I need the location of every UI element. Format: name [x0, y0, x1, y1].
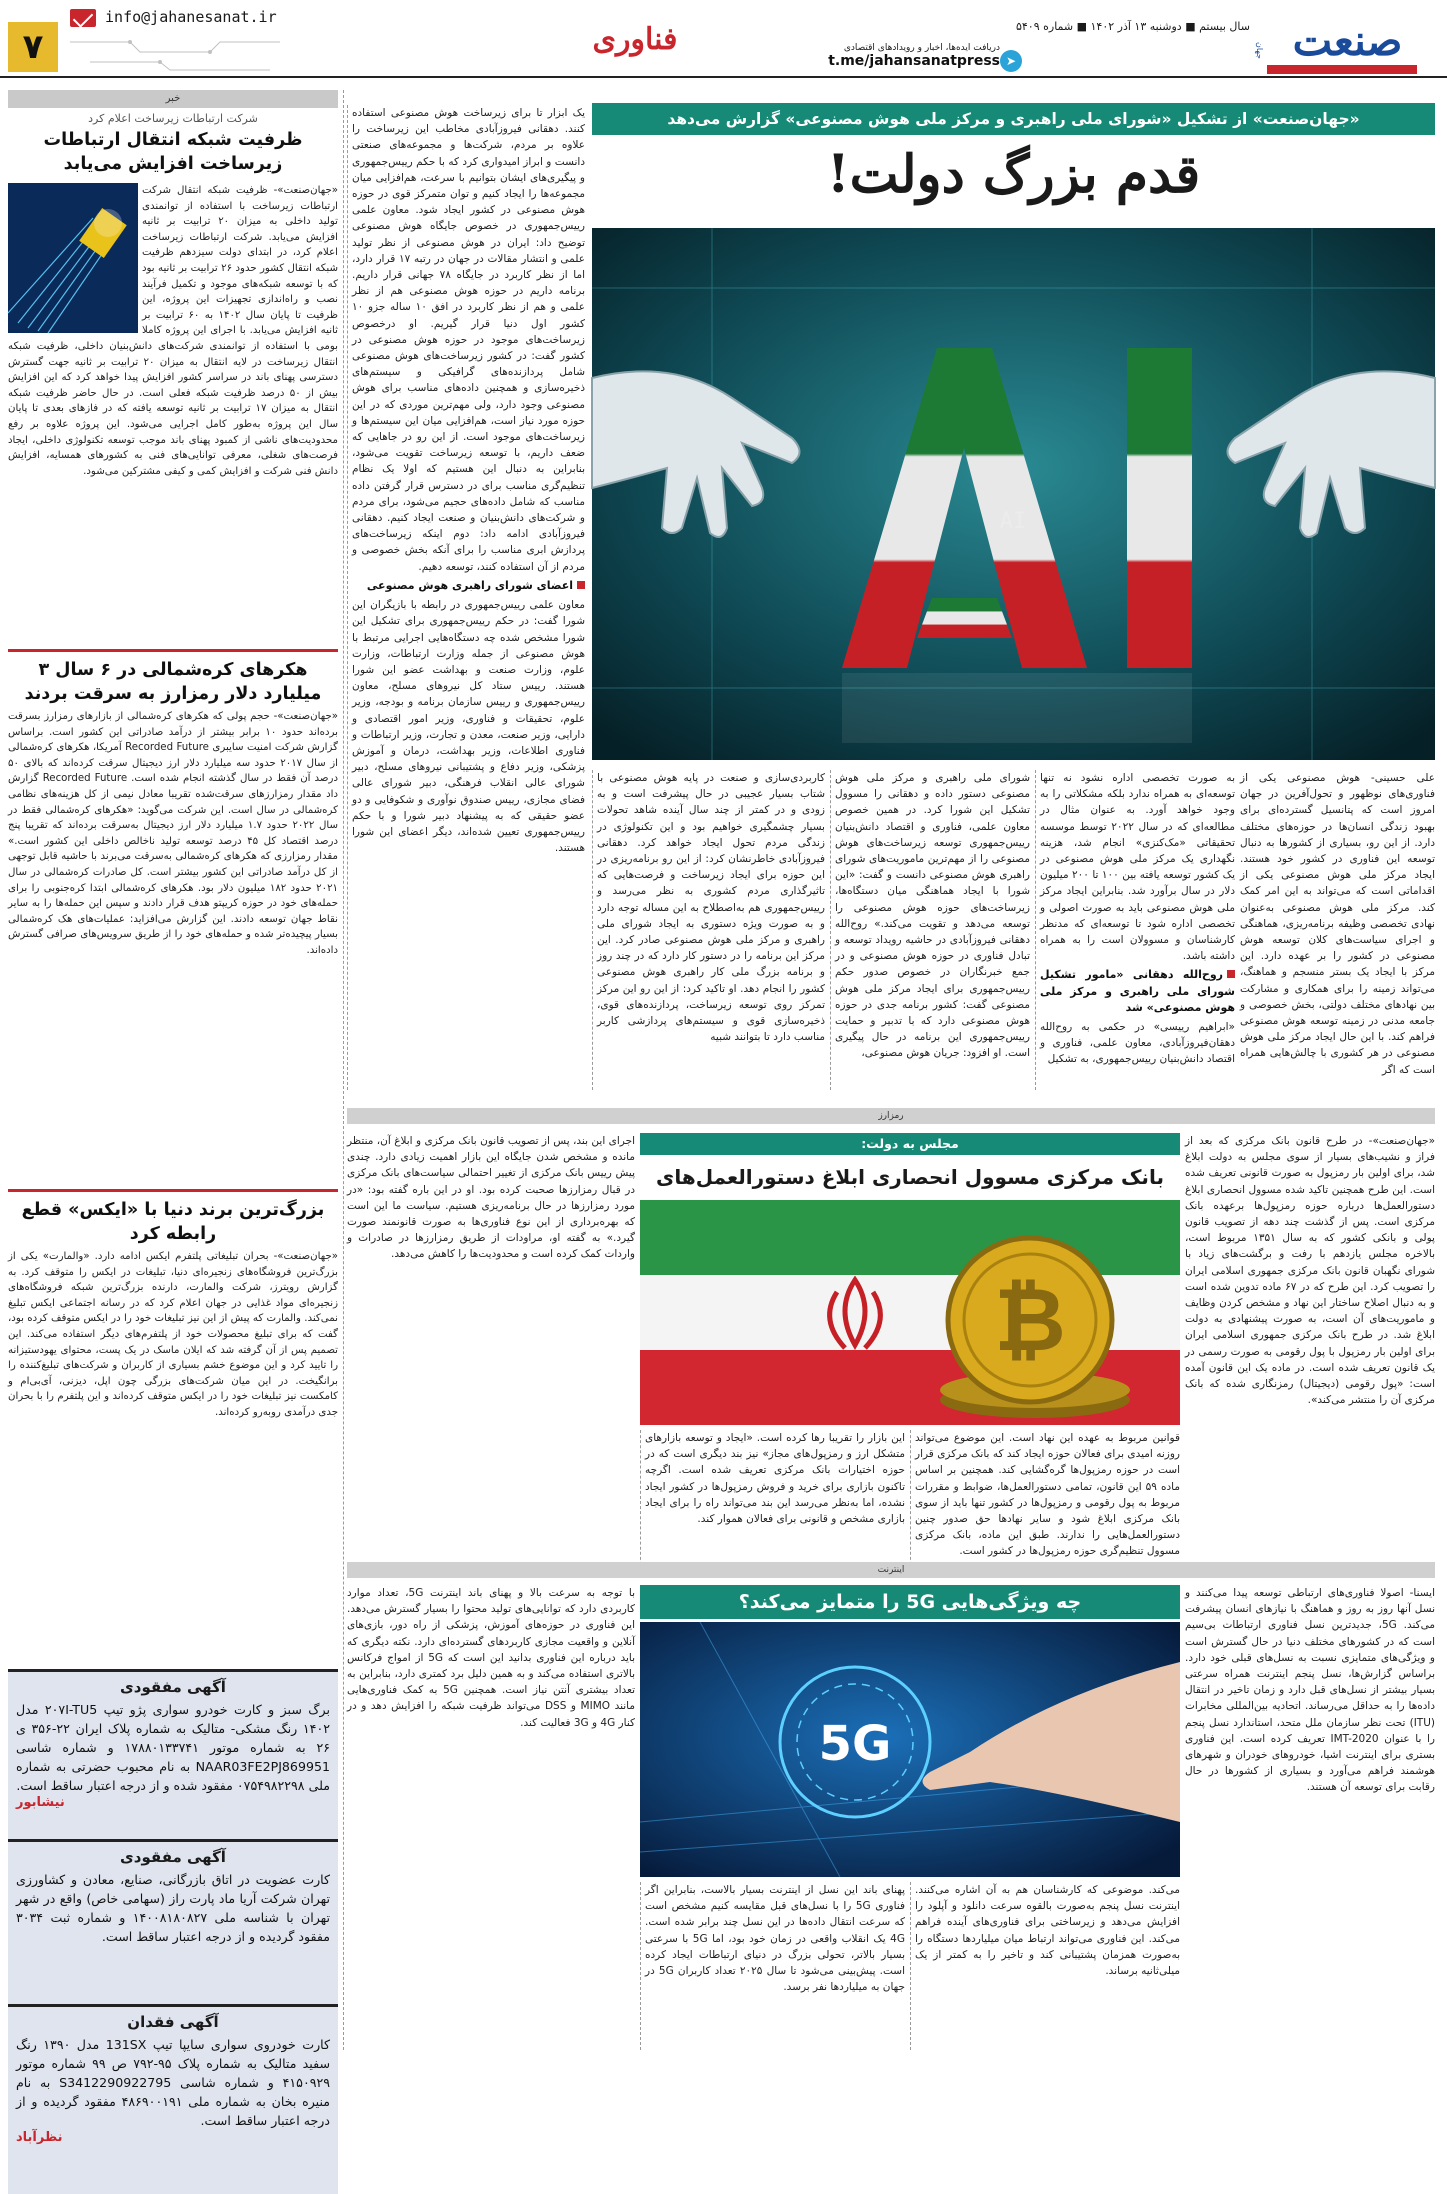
story2-text: قوانین مربوط به عهده این نهاد است. این موضوع می‌تواند روزنه امیدی برای فعالان حوزه ایجاد کند که بانک مرکزی قرار است در حوزه رمزپول‌ها گره‌گشایی کند. همچنین بر اساس ماده ۵۹ این قانون، تمامی دستورالعمل‌ها، ضوابط و مقررات مربوط به پول رقومی و رمزپول‌ها در کشور تنها باید از سوی بانک مرکزی ابلاغ شود و سایر نهادها حق صدور چنین دستورالعمل‌هایی را ندارند. طبق این ماده، بانک مرکزی مسوول تنظیم‌گری حوزه رمزپول‌ها در کشور است. — [915, 1432, 1180, 1558]
circuit-decoration-icon — [70, 32, 280, 72]
main-story-column-5 — [347, 105, 585, 1090]
story2-text: این بازار را تقریبا رها کرده است. «ایجاد و توسعه بازارهای متشکل ارز و رمزپول‌های مجاز» نیز بند دیگری است که در حوزه اختیارات بانک مرکزی تعریف شده است. اگرچه تاکنون بازاری برای خرید و فروش رمزپول‌ها در کشور ایجاد نشده، اما به‌نظر می‌رسد این بند می‌تواند راه را برای ایجاد بازاری مشخص و قانونی برای فعالان هموار کند. — [645, 1432, 905, 1526]
main-story-paragraph: کاربردی‌سازی و صنعت در پایه هوش مصنوعی با شتاب بسیار عجیبی در حال پیشرفت است و به زودی و در کمتر از چند سال آینده شاهد تحولات بسیار چشمگیری خواهیم بود و این تکنولوژی در زندگی مردم تحول ایجاد خواهد کرد. دهقانی فیروزآبادی خاطرنشان کرد: از این رو برنامه‌ریزی در این حوزه برای ایجاد زیرساخت و فرصت‌هایی که تاثیرگذاری مردم کشوری به نظر می‌رسد و رییس‌جمهوری هم به‌اصطلاح به این مساله توجه دارد و به صورت ویژه دستوری به ایجاد شورای ملی راهبری و مرکز ملی هوش مصنوعی صادر کرد. این مرکز این برنامه را در دستور کار دارد که در چند روز و برنامه بزرگ ملی کار راهبری هوش مصنوعی کشور را انجام دهد. او تاکید کرد: از این رو این مرکز تمرکز روی توسعه زیرساخت، پردازنده‌های قوی، ذخیره‌سازی قوی و سیستم‌های پردازشی کاربر مناسب دارد تا بتوانند شبیه — [597, 772, 825, 1044]
sidebar-story1-title[interactable]: ظرفیت شبکه انتقال ارتباطات زیرساخت افزایش می‌یابد — [43, 130, 303, 174]
divider — [8, 649, 338, 652]
sidebar-story1 — [8, 179, 338, 649]
classified-ad-3 — [8, 2004, 338, 2194]
left-sidebar — [8, 90, 339, 2145]
story2-column-2 — [910, 1430, 1180, 1570]
sidebar-story3-text: «جهان‌صنعت»- بحران تبلیغاتی پلتفرم ایکس ادامه دارد. «والمارت» یکی از بزرگ‌ترین فروشگاه‌های زنجیره‌ای دنیا، تبلیغات در ایکس را متوقف کرد. به گزارش رویترز، شرکت والمارت، دارنده بزرگ‌ترین شبکه فروشگاه‌های زنجیره‌ای مواد غذایی در جهان اعلام کرد که در رسانه اجتماعی ایکس تبلیغ نمی‌کند. والمارت که پیش از این نیز تبلیغات خود را در ایکس متوقف کرده بود، گفت که برای تبلیغ محصولات خود از پلتفرم‌های دیگر استفاده می‌کند. این تصمیم پس از آن گرفته شد که ایلان ماسک در یک پست، محتوای یهودستیزانه را تایید کرد و این موضوع خشم بسیاری از کاربران و شرکت‌های تبلیغ‌کننده را برانگیخت. در این میان شرکت‌های بزرگی چون اپل، دیزنی، آی‌بی‌ام و کامکست نیز تبلیغات خود را در ایکس متوقف کرده‌اند و این پلتفرم را با بحران جدی درآمدی روبه‌رو کرده‌اند. — [8, 1251, 338, 1418]
telegram-link[interactable]: t.me/jahansanatpress — [828, 53, 1000, 69]
story3-text: می‌کند. موضوعی که کارشناسان هم به آن اشاره می‌کنند. اینترنت نسل پنجم به‌صورت بالقوه سرعت دانلود و آپلود را افزایش می‌دهد و زیرساختی برای فناوری‌های آینده فراهم می‌کند. این فناوری می‌تواند ارتباط میان میلیاردها دستگاه را به‌صورت همزمان پشتیبانی کند و تاخیر را به کمتر از یک میلی‌ثانیه برساند. — [915, 1884, 1180, 1978]
ad-text: برگ سبز و کارت خودرو سواری پژو تیپ ۲۰۷I-TU5 مدل ۱۴۰۲ رنگ مشکی- متالیک به شماره پلاک ایران ۲۲-۳۵۶ ی ۲۶ به شماره موتور ۱۷۸۸۰۱۳۳۷۴۱ و شماره شاسی NAAR03FE2PJ869951 به نام محبوب حضرتی به شماره ملی ۰۷۵۴۹۸۲۲۹۸ مفقود شده و از درجه اعتبار ساقط است. — [16, 1702, 331, 1793]
story2-column-3 — [640, 1430, 905, 1570]
main-story-paragraph: علی حسینی- هوش مصنوعی یکی از فناوری‌های نوظهور و تحول‌آفرین در جهان امروز است که پتانسیل گسترده‌ای برای بهبود زندگی انسان‌ها در حوزه‌های مختلف دارد. از این رو، بسیاری از کشورها به دنبال توسعه این فناوری در کشور خود هستند. ایجاد مرکز ملی هوش مصنوعی یکی از اقداماتی است که می‌تواند به این امر کمک کند. مرکز ملی هوش مصنوعی به‌عنوان نهادی تخصصی وظیفه برنامه‌ریزی، هماهنگی و اجرای سیاست‌های کلان توسعه هوش مصنوعی در کشور را بر عهده دارد. این مرکز با ایجاد یک بستر منسجم و هماهنگ، می‌تواند زمینه را برای همکاری و مشارکت بین نهادهای مختلف دولتی، بخش خصوصی و جامعه مدنی در زمینه توسعه هوش مصنوعی فراهم کند. با این حال ایجاد مرکز ملی هوش مصنوعی در هر کشوری با چالش‌هایی همراه است که اگر — [1240, 772, 1435, 1076]
story2-text: «جهان‌صنعت»- در طرح قانون بانک مرکزی که بعد از فراز و نشیب‌های بسیار از سوی مجلس به دولت ابلاغ شد، برای اولین بار رمزپول به صورت قانونی تعریف شده است. این طرح همچنین تاکید شده مسوول انحصاری ابلاغ دستورالعمل‌ها درباره حوزه رمزپول‌ها برعهده بانک مرکزی است. پس از گذشت چند دهه از تصویب قانون پولی و بانکی کشور که به سال ۱۳۵۱ مربوط است، بالاخره مجلس یازدهم با رفت و برگشت‌های زیاد با شورای نگهبان قانون بانک مرکزی جمهوری اسلامی ایران را تصویب کرد. این طرح که در ۶۷ ماده تدوین شده است و به دنبال اصلاح ساختار این نهاد و مشخص کردن وظایف و ماموریت‌های آن است، به صورت پیشنهادی به دولت ابلاغ شد. در طرح بانک مرکزی جمهوری اسلامی ایران برای اولین بار رمزپول با پول رقومی به صورت رسمی در یک قانون تعریف شده است. در ماده یک این قانون آمده است: «پول رقومی (دیجیتال) رمزنگاری شده که بانک مرکزی آن را منتشر می‌کند». — [1185, 1135, 1435, 1407]
page-number: ۷ — [8, 22, 58, 72]
main-story-subhead — [352, 578, 585, 594]
divider — [8, 1189, 338, 1192]
ad-title: آگهی فقدان — [127, 2013, 219, 2031]
story2-kicker: مجلس به دولت: — [640, 1133, 1180, 1155]
main-story-column-3 — [830, 770, 1030, 1090]
main-story-column-1 — [1240, 770, 1435, 1090]
subhead-text: اعضای شورای راهبری هوش مصنوعی — [366, 578, 573, 592]
ad-title: آگهی مفقودی — [120, 1678, 226, 1696]
subhead-text: روح‌الله دهقانی «مامور تشکیل شورای ملی راهبری و مرکز ملی هوش مصنوعی» شد — [1040, 968, 1235, 1014]
image-float-spacer — [8, 183, 142, 333]
story3-column-3 — [640, 1882, 905, 2050]
logo-text: صنعت — [1292, 16, 1403, 65]
classified-ad-2 — [8, 1839, 338, 2004]
sidebar-story2-body — [8, 709, 338, 1189]
ad-city: نیشابور — [16, 1795, 65, 1810]
ai-hero-image — [592, 228, 1435, 760]
story2-section-label: رمزارز — [347, 1108, 1435, 1124]
main-story-paragraph: شورای ملی راهبری و مرکز ملی هوش مصنوعی دستور داده و دهقانی را مسوول تشکیل این شورا کرد. در همین خصوص معاون علمی، فناوری و اقتصاد دانش‌بنیان رییس‌جمهوری توسعه زیرساخت‌های هوش مصنوعی را از مهم‌ترین ماموریت‌های شورای راهبری هوش مصنوعی دانست و گفت: «این شورا با ایجاد هماهنگی میان دستگاه‌ها، زیرساخت‌های حوزه هوش مصنوعی را توسعه می‌دهد و تقویت می‌کند.» روح‌الله دهقانی فیروزآبادی در حاشیه رویداد توسعه و تبادل فناوری در حوزه هوش مصنوعی و در جمع خبرنگاران در خصوص صدور حکم رییس‌جمهوری برای ایجاد مرکز ملی هوش مصنوعی گفت: کشور برنامه جدی در حوزه هوش مصنوعی دارد که با تدبیر و حمایت رییس‌جمهوری این برنامه در حال پیگیری است. او افزود: جریان هوش مصنوعی، — [835, 772, 1030, 1060]
main-story-column-4 — [592, 770, 825, 1090]
main-story-headline[interactable]: قدم بزرگ دولت! — [826, 144, 1201, 205]
main-story-subhead — [1040, 967, 1235, 1016]
story2-headline[interactable]: بانک مرکزی مسوول انحصاری ابلاغ دستورالعمل‌های — [656, 1165, 1164, 1189]
story2-column-1 — [1185, 1133, 1435, 1573]
ad-title: آگهی مفقودی — [120, 1848, 226, 1866]
issue-info: سال بیستم ■ دوشنبه ۱۳ آذر ۱۴۰۲ ■ شماره ۵۴۰۹ — [1015, 20, 1250, 33]
logo-subtitle: جهان — [1255, 42, 1264, 59]
column-divider — [343, 90, 344, 2050]
story3-text: پهنای باند این نسل از اینترنت بسیار بالاست، بنابراین اگر فناوری 5G را با نسل‌های قبل مقایسه کنیم مشخص است که سرعت انتقال داده‌ها در این نسل چند برابر شده است. 4G یک انقلاب واقعی در زمان خود بود، اما 5G با سرعتی بسیار بالاتر، تحولی بزرگ در دنیای ارتباطات ایجاد کرده است. پیش‌بینی می‌شود تا سال ۲۰۲۵ تعداد کاربران 5G در جهان به میلیاردها نفر برسد. — [645, 1884, 906, 1994]
logo-bar — [1267, 65, 1417, 74]
sidebar-tag: خبر — [8, 90, 338, 108]
main-story-paragraph: یک ابزار تا برای زیرساخت هوش مصنوعی استفاده کنند. دهقانی فیروزآبادی مخاطب این زیرساخت را علاوه بر مردم، شرکت‌ها و مجموعه‌های صنعتی دانست و ابراز امیدواری کرد که با حکم رییس‌جمهوری و پیگیری‌های ایشان بتوانیم با سرعت، هم‌افزایی میان مجموعه‌ها را ایجاد کنیم و توان متمرکز قوی در حوزه هوش مصنوعی در کشور ایجاد شود. معاون علمی رییس‌جمهوری در خصوص جایگاه هوش مصنوعی توضیح داد: ایران در هوش مصنوعی از نظر تولید علمی و انتشار مقالات در جهان در رتبه ۱۷ قرار دارد، اما از نظر کاربرد در جایگاه ۷۸ جهانی قرار داریم. برنامه داریم در حوزه هوش مصنوعی هم از نظر علمی و هم از نظر کاربرد در افق ۱۰ ساله جزو ۱۰ کشور اول دنیا قرار گیریم. او درخصوص زیرساخت‌های موجود در حوزه هوش مصنوعی در کشور گفت: در کشور زیرساخت‌های هوش مصنوعی شامل پردازنده‌های گرافیکی و سیستم‌های ذخیره‌سازی و همچنین داده‌های مناسب برای هوش مصنوعی وجود دارد، ولی مهم‌ترین موردی که در این حوزه مورد نیاز است، هم‌افزایی میان این سیستم‌ها و زیرساخت‌های موجود است. از این رو در جاهایی که ضعف داریم، با توسعه زیرساخت تقویت می‌شود، بنابراین به دنبال این هستیم که اولا یک نظام تنظیم‌گری مناسب برای در دسترس قرار گرفتن داده مناسب که شامل داده‌های حجیم می‌شود، برای مردم و شرکت‌های دانش‌بنیان و صنعت ایجاد کنیم. دهقانی فیروزآبادی ادامه داد: دوم اینکه زیرساخت‌های پردازش ابری مناسب را برای آنکه بخش خصوصی و مردم از آن استفاده کنند، توسعه دهیم. — [352, 107, 585, 573]
5g-hand-image — [640, 1622, 1180, 1877]
bullet-icon — [1227, 970, 1235, 978]
story3-column-4 — [347, 1585, 635, 2050]
sidebar-story3-title[interactable]: بزرگ‌ترین برند دنیا با «ایکس» قطع رابطه کرد — [21, 1200, 325, 1244]
sidebar-story3-body — [8, 1249, 338, 1669]
section-title: فناوری — [592, 22, 678, 57]
main-story-paragraph: به صورت تخصصی اداره نشود نه تنها توسعه‌ای به همراه ندارد بلکه مشکلاتی را به وجود خواهد آورد. به عنوان مثال در مطالعه‌ای که در سال ۲۰۲۲ توسط موسسه تحقیقاتی «مک‌کنزی» انجام شد، هزینه نگهداری یک مرکز ملی هوش مصنوعی در یک کشور توسعه یافته بین ۱۰۰ تا ۲۰۰ میلیون دلار در سال برآورد شد. بنابراین ایجاد مرکز ملی هوش مصنوعی باید به صورت اصولی و تخصصی اداره شود تا توسعه‌ای که مدنظر کارشناسان و مسوولان است را به همراه داشته باشد. — [1040, 772, 1235, 963]
ai-image-label: AI — [999, 509, 1027, 534]
story3-text: با توجه به سرعت بالا و پهنای باند اینترنت 5G، تعداد موارد کاربردی دارد که توانایی‌های تولید محتوا را بسیار گسترش می‌دهد. این فناوری در حوزه‌های آموزش، پزشکی از راه دور، بازی‌های آنلاین و واقعیت مجازی کاربردهای گسترده‌ای دارد. نکته دیگری که باید درباره این فناوری بدانید این است که 5G از امواج فرکانس بالاتری استفاده می‌کند و به همین دلیل برد کمتری دارد، بنابراین به تعداد بیشتری آنتن نیاز است. همچنین 5G به کمک فناوری‌هایی مانند MIMO و DSS می‌تواند ظرفیت شبکه را افزایش دهد و در کنار 4G و 3G فعالیت کند. — [347, 1587, 636, 1729]
ad-text: کارت عضویت در اتاق بازرگانی، صنایع، معادن و کشاورزی تهران شرکت آریا ماد پارت راز (سهامی خاص) واقع در شهر تهران با شناسه ملی ۱۴۰۰۸۱۸۰۸۲۷ و شماره ثبت ۳۰۳۴ مفقود گردیده و از درجه اعتبار ساقط است. — [16, 1872, 330, 1944]
sidebar-story1-text: «جهان‌صنعت»- ظرفیت شبکه انتقال شرکت ارتباطات زیرساخت با استفاده از توانمندی تولید داخلی به میزان ۲۰ ترابیت بر ثانیه افزایش می‌یابد. شرکت ارتباطات زیرساخت اعلام کرد، در ابتدای دولت سیزدهم ظرفیت شبکه انتقال کشور حدود ۲۶ ترابیت بر ثانیه بود که با توسعه شبکه‌های موجود و تکمیل فرآیند نصب و راه‌اندازی تجهیزات این پروژه، این ظرفیت تا پایان سال ۱۴۰۲ به ۶۰ ترابیت بر ثانیه افزایش می‌یابد. با اجرای این پروژه کاملا بومی با استفاده از توانمندی شرکت‌های دانش‌بنیان داخلی، ظرفیت شبکه انتقال زیرساخت در لایه انتقال به میزان ۲۰ ترابیت بر ثانیه جهت گسترش دسترسی پهنای باند در سراسر کشور افزایش پیدا خواهد کرد که این افزایش بیش از ۵۰ درصد ظرفیت شبکه فعلی است. در حال حاضر ظرفیت شبکه انتقال به میزان ۱۷ ترابیت بر ثانیه توسعه یافته که در فازهای بعدی تا پایان سال این پروژه به‌طور کامل اجرایی می‌شود. این پروژه علاوه بر رفع محدودیت‌های ناشی از کمبود پهنای باند موجب توسعه تکنولوژی داخلی، ایجاد فرصت‌های شغلی، معرفی توانایی‌های فنی به کشورهای همسایه، افزایش دانش فنی شرکت و افزایش کمی و کیفی مشترکین می‌شود. — [8, 185, 339, 477]
svg-text:₿: ₿ — [994, 1268, 1066, 1371]
story3-column-2 — [910, 1882, 1180, 2050]
story3-headline[interactable]: چه ویژگی‌هایی 5G را متمایز می‌کند؟ — [640, 1585, 1180, 1619]
telegram-promo[interactable] — [790, 42, 1000, 78]
story3-section-label: اینترنت — [347, 1562, 1435, 1578]
mail-icon — [70, 9, 96, 27]
main-story-kicker: «جهان‌صنعت» از تشکیل «شورای ملی راهبری و مرکز ملی هوش مصنوعی» گزارش می‌دهد — [592, 103, 1435, 135]
telegram-caption: دریافت ایده‌ها، اخبار و رویدادهای اقتصادی — [843, 43, 1000, 53]
story2-column-4 — [347, 1133, 635, 1573]
newspaper-logo[interactable] — [1255, 12, 1440, 74]
email-contact[interactable] — [70, 8, 340, 30]
sidebar-story2-text: «جهان‌صنعت»- حجم پولی که هکرهای کره‌شمالی از بازارهای رمزارز بسرقت برده‌اند حدود ۱۰ برابر بیشتر از درآمد صادراتی این کشور است. براساس گزارش شرکت امنیت سایبری Recorded Future آمریکا، هکرهای کره‌شمالی از سال ۲۰۱۷ حدود سه میلیارد دلار ارز دیجیتال سرقت کرده‌اند که بالای ۵۰ درصد آن فقط در سال گذشته انجام شده است. Recorded Future گزارش داد مقدار رمزارزهای سرقت‌شده تقریبا معادل نیمی از کل هزینه‌های نظامی کره‌شمالی در سال است. این شرکت می‌گوید: «هکرهای کره‌شمالی فقط در سال ۲۰۲۲ حدود ۱.۷ میلیارد دلار ارز دیجیتال به‌سرقت برده‌اند که تقریبا پنج درصد اقتصاد کل ۴۵ درصد توسعه تولید ناخالص داخلی این کشور است.» مقدار رمزارزی که هکرهای کره‌شمالی به‌سرقت می‌برند با حاشیه قابل توجهی از کل درآمد صادراتی این کشور بیشتر است. کل صادرات کره‌شمالی در سال ۲۰۲۱ حدود ۱۸۲ میلیون دلار بود. هکرهای کره‌شمالی ابتدا کره‌جنوبی را برای حمله‌های خود در حوزه کریپتو هدف قرار دادند و سپس این حمله‌ها را به سایر نقاط جهان توسعه دادند. این گزارش می‌افزاید: عملیات‌های هک کره‌شمالی بسیار پیچیده‌تر شده و حمله‌های خود را از طریق سرویس‌های صرافی گسترش داده‌اند. — [8, 711, 339, 956]
main-story-paragraph: «ابراهیم رییسی» در حکمی به روح‌الله دهقان‌فیروزآبادی، معاون علمی، فناوری و اقتصاد دانش‌بنیان رییس‌جمهوری، به تشکیل — [1040, 1021, 1235, 1066]
classified-ad-1 — [8, 1669, 338, 1839]
sidebar-story1-kicker: شرکت ارتباطات زیرساخت اعلام کرد — [88, 112, 258, 125]
ad-text: کارت خودروی سواری سایپا تیپ 131SX مدل ۱۳۹۰ رنگ سفید متالیک به شماره پلاک ۹۵-۷۹۲ ص ۹۹ شماره موتور ۴۱۵۰۹۲۹ و شماره شاسی S3412290922795 به نام منیره بخان به شماره ملی ۴۸۶۹۰۰۱۹۱ مفقود گردیده و از درجه اعتبار ساقط است. — [16, 2037, 331, 2128]
main-story-paragraph: معاون علمی رییس‌جمهوری در رابطه با بازیگران این شورا گفت: در حکم رییس‌جمهوری برای تشکیل این شورا مشخص شده چه دستگاه‌هایی اجرایی مرتبط با هوش مصنوعی از جمله وزارت ارتباطات، وزارت علوم، وزارت صنعت و بهداشت عضو این شورا هستند. رییس ستاد کل نیروهای مسلح، معاون رییس‌جمهوری و رییس سازمان برنامه و بودجه، وزیر علوم، تحقیقات و فناوری، وزیر امور اقتصادی و دارایی، وزیر صنعت، معدن و تجارت، وزیر ارتباطات و فناوری اطلاعات، وزیر بهداشت، درمان و آموزش پزشکی، وزیر دفاع و پشتیبانی نیروهای مسلح، دبیر شورای عالی انقلاب فرهنگی، دبیر شورای عالی فضای مجازی، رییس صندوق نوآوری و شکوفایی و دو عضو حقیقی که به پیشنهاد دبیر شورا و با حکم رییس‌جمهوری تعیین شده‌اند، دیگر اعضای این شورا هستند. — [352, 599, 585, 855]
story3-text: ایسنا- اصولا فناوری‌های ارتباطی توسعه پیدا می‌کنند و نسل آنها روز به روز و هماهنگ با نیازهای انسان پیشرفت می‌کند. 5G، جدیدترین نسل فناوری ارتباطات بی‌سیم است که در کشورهای مختلف دنیا در حال گسترش است و ویژگی‌های متمایزی نسبت به نسل‌های قبلی خود دارد. براساس گزارش‌ها، نسل پنجم اینترنت همراه سرعتی بسیار بیشتر از نسل‌های قبل دارد و زمان تاخیر در انتقال داده‌ها را به حداقل می‌رساند. اتحادیه بین‌المللی مخابرات (ITU) تحت نظر سازمان ملل متحد، استاندارد نسل پنجم را با عنوان IMT-2020 تعریف کرده است. این فناوری بستری برای اینترنت اشیا، خودروهای خودران و شهرهای هوشمند فراهم می‌آورد و بسیاری از کشورها در حال رقابت برای توسعه آن هستند. — [1185, 1587, 1436, 1794]
sidebar-story2-title[interactable]: هکرهای کره‌شمالی در ۶ سال ۳ میلیارد دلار رمزارز به سرقت بردند — [24, 660, 322, 704]
telegram-icon[interactable]: ➤ — [1000, 50, 1022, 72]
story2-text: اجرای این بند، پس از تصویب قانون بانک مرکزی و ابلاغ آن، منتظر مانده و مشخص شدن جایگاه این بازار اهمیت زیادی دارد. چندی پیش رییس بانک مرکزی از تغییر احتمالی سیاست‌های بانک مرکزی در قبال رمزارزها صحبت کرده بود. او در این باره گفته بود: «در مورد رمزارزها در حال برنامه‌ریزی هستیم. سیاست ما این است که بهره‌برداری از این نوع فناوری‌ها به صورت قانونمند صورت گیرد.» به گفته او، مراودات از طریق رمزارزها در صادرات و واردات کمک کرده است و محدودیت‌ها را کاهش می‌دهد. — [347, 1135, 635, 1261]
bitcoin-flag-image — [640, 1200, 1180, 1425]
email-address[interactable]: info@jahanesanat.ir — [105, 8, 277, 26]
bullet-icon — [577, 581, 585, 589]
main-story-column-2 — [1035, 770, 1235, 1090]
sidebar-story1-body — [8, 183, 338, 649]
5g-icon: 5G — [818, 1716, 892, 1772]
ad-city: نظرآباد — [16, 2130, 63, 2145]
story3-column-1 — [1185, 1585, 1435, 2050]
